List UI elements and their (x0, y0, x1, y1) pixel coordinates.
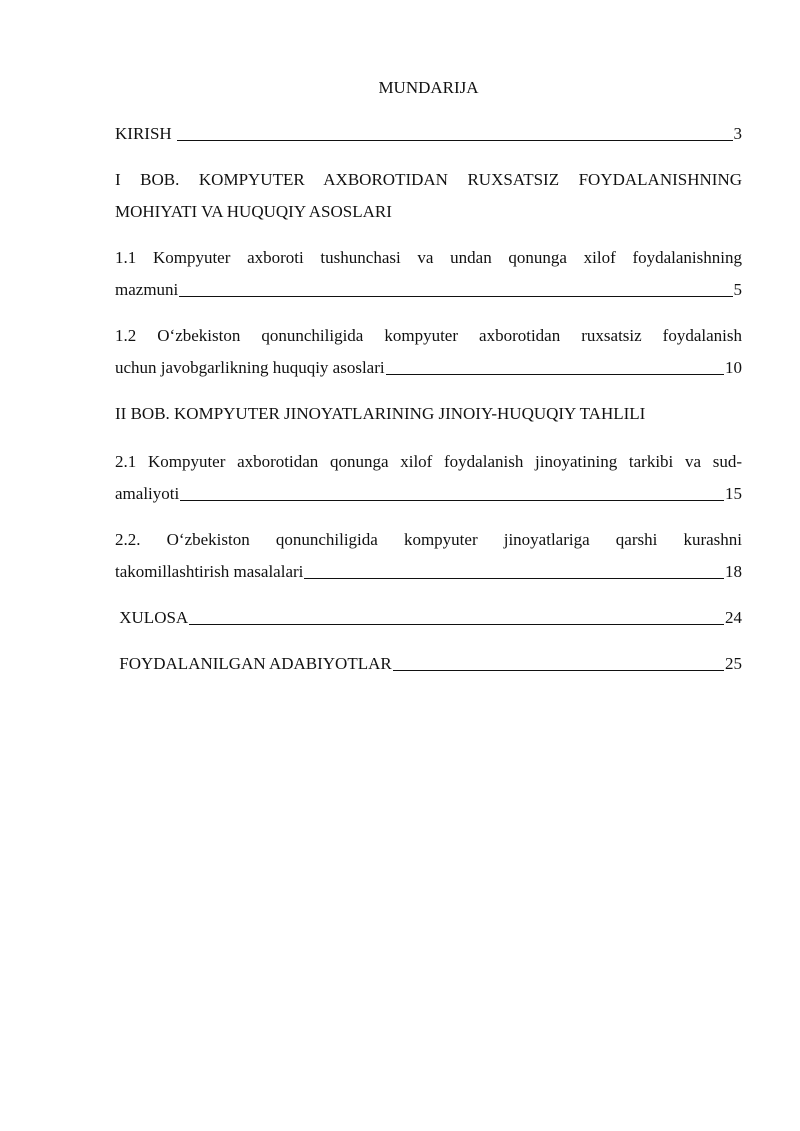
toc-entry-label: amaliyoti (115, 484, 180, 503)
toc-section-1-2-line1[interactable]: 1.2 O‘zbekiston qonunchiligida kompyuter axborotidan ruxsatsiz foydalanish (115, 326, 742, 345)
toc-entry-xulosa[interactable] (115, 606, 742, 630)
toc-entry-label: mazmuni (115, 280, 179, 299)
toc-chapter-1-line1[interactable]: I BOB. KOMPYUTER AXBOROTIDAN RUXSATSIZ FOYDALANISHNING (115, 170, 742, 189)
toc-entry-label: uchun javobgarlikning huquqiy asoslari (115, 358, 385, 377)
toc-title: MUNDARIJA (378, 78, 479, 97)
leader-line (304, 578, 724, 579)
toc-entry-label: KIRISH (115, 124, 176, 143)
toc-section-2-2-line1[interactable]: 2.2. O‘zbekiston qonunchiligida kompyuter jinoyatlariga qarshi kurashni (115, 530, 742, 549)
toc-page-number: 25 (725, 654, 742, 673)
toc-page-number: 3 (733, 124, 742, 143)
toc-section-2-1-line1[interactable]: 2.1 Kompyuter axborotidan qonunga xilof foydalanish jinoyatining tarkibi va sud- (115, 452, 742, 471)
toc-entry-label: XULOSA (115, 608, 189, 627)
toc-page-number: 18 (725, 562, 742, 581)
toc-page-number: 24 (725, 608, 742, 627)
leader-line (177, 140, 733, 141)
toc-section-1-1-line1[interactable]: 1.1 Kompyuter axboroti tushunchasi va undan qonunga xilof foydalanishning (115, 248, 742, 267)
leader-line (179, 296, 732, 297)
toc-page-number: 5 (733, 280, 742, 299)
leader-line (386, 374, 724, 375)
toc-chapter-2[interactable]: II BOB. KOMPYUTER JINOYATLARINING JINOIY-HUQUQIY TAHLILI (115, 404, 646, 423)
leader-line (180, 500, 724, 501)
toc-entry-adabiyotlar[interactable] (115, 652, 742, 676)
toc-section-1-2-line2[interactable] (115, 356, 742, 380)
toc-section-2-2-line2[interactable] (115, 560, 742, 584)
leader-line (189, 624, 724, 625)
toc-entry-label: takomillashtirish masalalari (115, 562, 304, 581)
toc-chapter-1-line2[interactable]: MOHIYATI VA HUQUQIY ASOSLARI (115, 202, 392, 221)
leader-line (393, 670, 724, 671)
toc-section-1-1-line2[interactable] (115, 278, 742, 302)
toc-page-number: 15 (725, 484, 742, 503)
toc-page-number: 10 (725, 358, 742, 377)
toc-entry-kirish[interactable] (115, 122, 742, 146)
toc-section-2-1-line2[interactable] (115, 482, 742, 506)
toc-entry-label: FOYDALANILGAN ADABIYOTLAR (115, 654, 392, 673)
